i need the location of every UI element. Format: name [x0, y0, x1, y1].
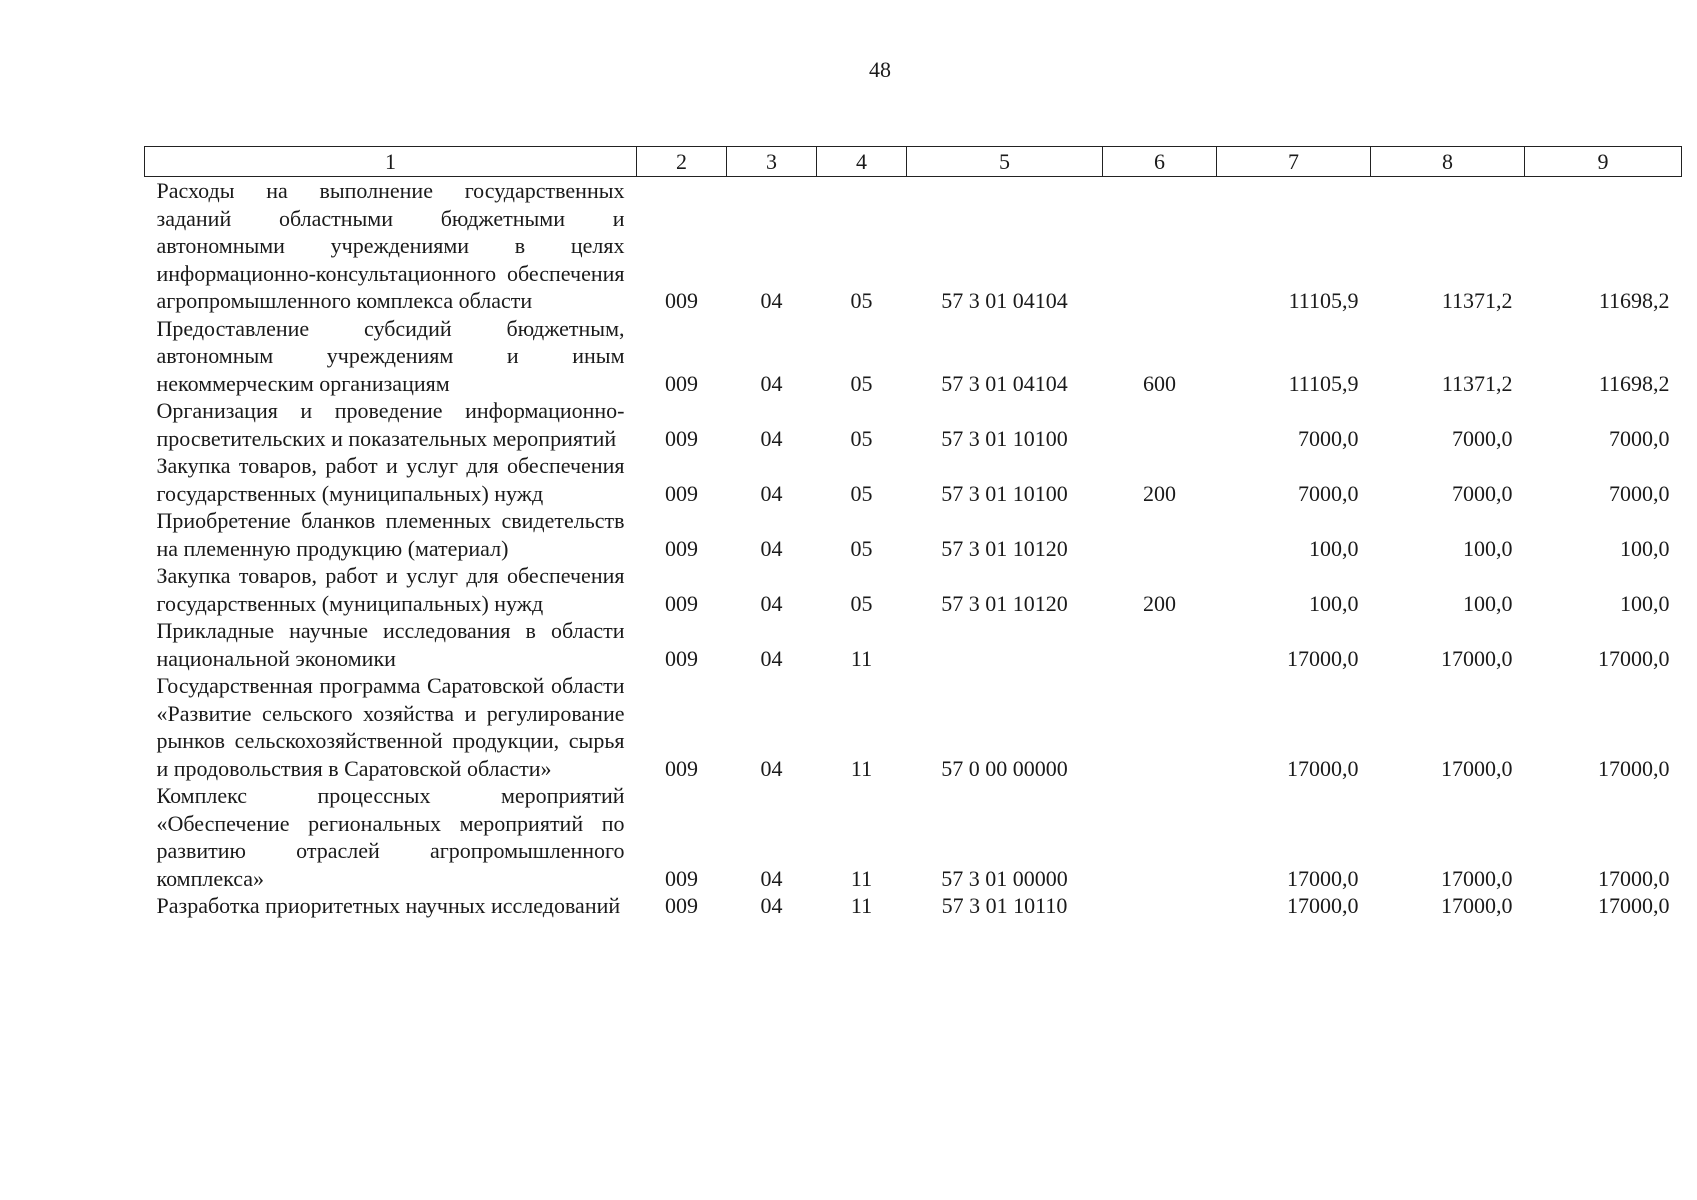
amount-year-2-cell: 100,0: [1463, 535, 1513, 561]
expense-name-cell: Прикладные научные исследования в области национальной экономики: [156, 618, 625, 671]
table-row: [145, 177, 1682, 315]
target-article-cell: [907, 617, 1103, 672]
ministry-code-cell: 009: [665, 865, 698, 891]
expense-type-cell: 200: [1143, 480, 1176, 506]
amount-year-3-cell: 100,0: [1620, 535, 1670, 561]
amount-year-1-cell: 7000,0: [1298, 480, 1359, 506]
expense-name-cell: Закупка товаров, работ и услуг для обеспечения государственных (муниципальных) нужд: [156, 563, 625, 616]
column-header: 9: [1525, 147, 1682, 177]
expense-type-cell: [1103, 892, 1217, 920]
section-code-cell: 04: [760, 480, 783, 506]
amount-year-2-cell: 11371,2: [1441, 288, 1513, 313]
column-header: 2: [637, 147, 727, 177]
target-article-cell: 57 3 01 10110: [941, 893, 1068, 918]
amount-year-2-cell: 17000,0: [1441, 893, 1513, 918]
table-row: [145, 892, 1682, 920]
target-article-cell: 57 3 01 00000: [941, 865, 1068, 891]
table-row: [145, 507, 1682, 562]
table-row: [145, 672, 1682, 782]
subsection-code-cell: 05: [850, 480, 873, 506]
ministry-code-cell: 009: [665, 755, 698, 781]
target-article-cell: 57 3 01 04104: [941, 288, 1068, 313]
expense-type-cell: 600: [1143, 370, 1176, 396]
table-row: [145, 617, 1682, 672]
ministry-code-cell: 009: [665, 590, 698, 616]
section-code-cell: 04: [760, 865, 783, 891]
subsection-code-cell: 05: [850, 288, 873, 313]
ministry-code-cell: 009: [665, 480, 698, 506]
section-code-cell: 04: [760, 645, 783, 671]
expense-name-cell: Предоставление субсидий бюджетным, автономным учреждениям и иным некоммерческим организациям: [156, 315, 625, 396]
amount-year-3-cell: 7000,0: [1609, 480, 1670, 506]
expense-type-cell: [1103, 397, 1217, 452]
subsection-code-cell: 05: [850, 425, 873, 451]
expense-name-cell: Организация и проведение информационно-просветительских и показательных мероприятий: [156, 398, 625, 451]
amount-year-2-cell: 11371,2: [1441, 370, 1513, 396]
ministry-code-cell: 009: [665, 535, 698, 561]
amount-year-3-cell: 17000,0: [1598, 645, 1670, 671]
amount-year-1-cell: 7000,0: [1298, 425, 1359, 451]
page-number: 48: [869, 57, 891, 82]
amount-year-3-cell: 11698,2: [1598, 370, 1670, 396]
amount-year-1-cell: 17000,0: [1287, 865, 1359, 891]
amount-year-1-cell: 11105,9: [1288, 370, 1359, 396]
amount-year-3-cell: 7000,0: [1609, 425, 1670, 451]
expense-type-cell: [1103, 177, 1217, 315]
budget-table: [144, 146, 1682, 920]
subsection-code-cell: 11: [850, 755, 873, 781]
column-header: 8: [1371, 147, 1525, 177]
table-row: [145, 782, 1682, 892]
table-row: [145, 452, 1682, 507]
expense-type-cell: [1103, 672, 1217, 782]
amount-year-1-cell: 17000,0: [1287, 755, 1359, 781]
subsection-code-cell: 11: [850, 865, 873, 891]
expense-type-cell: [1103, 782, 1217, 892]
amount-year-1-cell: 17000,0: [1287, 645, 1359, 671]
expense-type-cell: [1103, 617, 1217, 672]
expense-name-cell: Расходы на выполнение государственных заданий областными бюджетными и автономными учреждениями в целях информационно-консультационного обеспечения агропромышленного комплекса области: [156, 178, 625, 313]
table-row: [145, 562, 1682, 617]
ministry-code-cell: 009: [665, 370, 698, 396]
section-code-cell: 04: [760, 288, 783, 313]
target-article-cell: 57 0 00 00000: [941, 755, 1068, 781]
section-code-cell: 04: [760, 535, 783, 561]
expense-name-cell: Приобретение бланков племенных свидетельств на племенную продукцию (материал): [156, 508, 625, 561]
target-article-cell: 57 3 01 04104: [941, 370, 1068, 396]
amount-year-2-cell: 17000,0: [1441, 755, 1513, 781]
subsection-code-cell: 05: [850, 370, 873, 396]
expense-name-cell: Государственная программа Саратовской области «Развитие сельского хозяйства и регулирование рынков сельскохозяйственной продукции, сырья и продовольствия в Саратовской области»: [156, 673, 625, 781]
amount-year-3-cell: 17000,0: [1598, 865, 1670, 891]
amount-year-2-cell: 17000,0: [1441, 865, 1513, 891]
expense-type-cell: [1103, 507, 1217, 562]
subsection-code-cell: 11: [850, 645, 873, 671]
subsection-code-cell: 05: [850, 535, 873, 561]
column-header: 5: [907, 147, 1103, 177]
amount-year-3-cell: 17000,0: [1598, 755, 1670, 781]
amount-year-1-cell: 17000,0: [1287, 893, 1359, 918]
amount-year-2-cell: 17000,0: [1441, 645, 1513, 671]
expense-name-cell: Закупка товаров, работ и услуг для обеспечения государственных (муниципальных) нужд: [156, 453, 625, 506]
ministry-code-cell: 009: [665, 645, 698, 671]
amount-year-1-cell: 100,0: [1309, 535, 1359, 561]
amount-year-2-cell: 100,0: [1463, 590, 1513, 616]
ministry-code-cell: 009: [665, 425, 698, 451]
target-article-cell: 57 3 01 10120: [941, 590, 1068, 616]
ministry-code-cell: 009: [665, 893, 698, 918]
target-article-cell: 57 3 01 10120: [941, 535, 1068, 561]
column-header: 6: [1103, 147, 1217, 177]
expense-type-cell: 200: [1143, 590, 1176, 616]
section-code-cell: 04: [760, 370, 783, 396]
amount-year-1-cell: 11105,9: [1288, 288, 1359, 313]
amount-year-1-cell: 100,0: [1309, 590, 1359, 616]
expense-name-cell: Комплекс процессных мероприятий «Обеспечение региональных мероприятий по развитию отраслей агропромышленного комплекса»: [156, 783, 625, 891]
section-code-cell: 04: [760, 590, 783, 616]
amount-year-2-cell: 7000,0: [1452, 425, 1513, 451]
column-header: 1: [145, 147, 637, 177]
table-body: [145, 177, 1682, 920]
amount-year-3-cell: 17000,0: [1598, 893, 1670, 918]
table-row: [145, 397, 1682, 452]
amount-year-3-cell: 11698,2: [1598, 288, 1670, 313]
amount-year-2-cell: 7000,0: [1452, 480, 1513, 506]
column-header: 7: [1217, 147, 1371, 177]
target-article-cell: 57 3 01 10100: [941, 425, 1068, 451]
table-header: [145, 147, 1682, 177]
header-row: [145, 147, 1682, 177]
section-code-cell: 04: [760, 755, 783, 781]
amount-year-3-cell: 100,0: [1620, 590, 1670, 616]
column-header: 3: [727, 147, 817, 177]
table-row: [145, 315, 1682, 398]
subsection-code-cell: 05: [850, 590, 873, 616]
section-code-cell: 04: [760, 425, 783, 451]
target-article-cell: 57 3 01 10100: [941, 480, 1068, 506]
column-header: 4: [817, 147, 907, 177]
expense-name-cell: Разработка приоритетных научных исследований: [156, 893, 621, 918]
ministry-code-cell: 009: [665, 288, 698, 313]
subsection-code-cell: 11: [850, 893, 873, 918]
section-code-cell: 04: [760, 893, 783, 918]
